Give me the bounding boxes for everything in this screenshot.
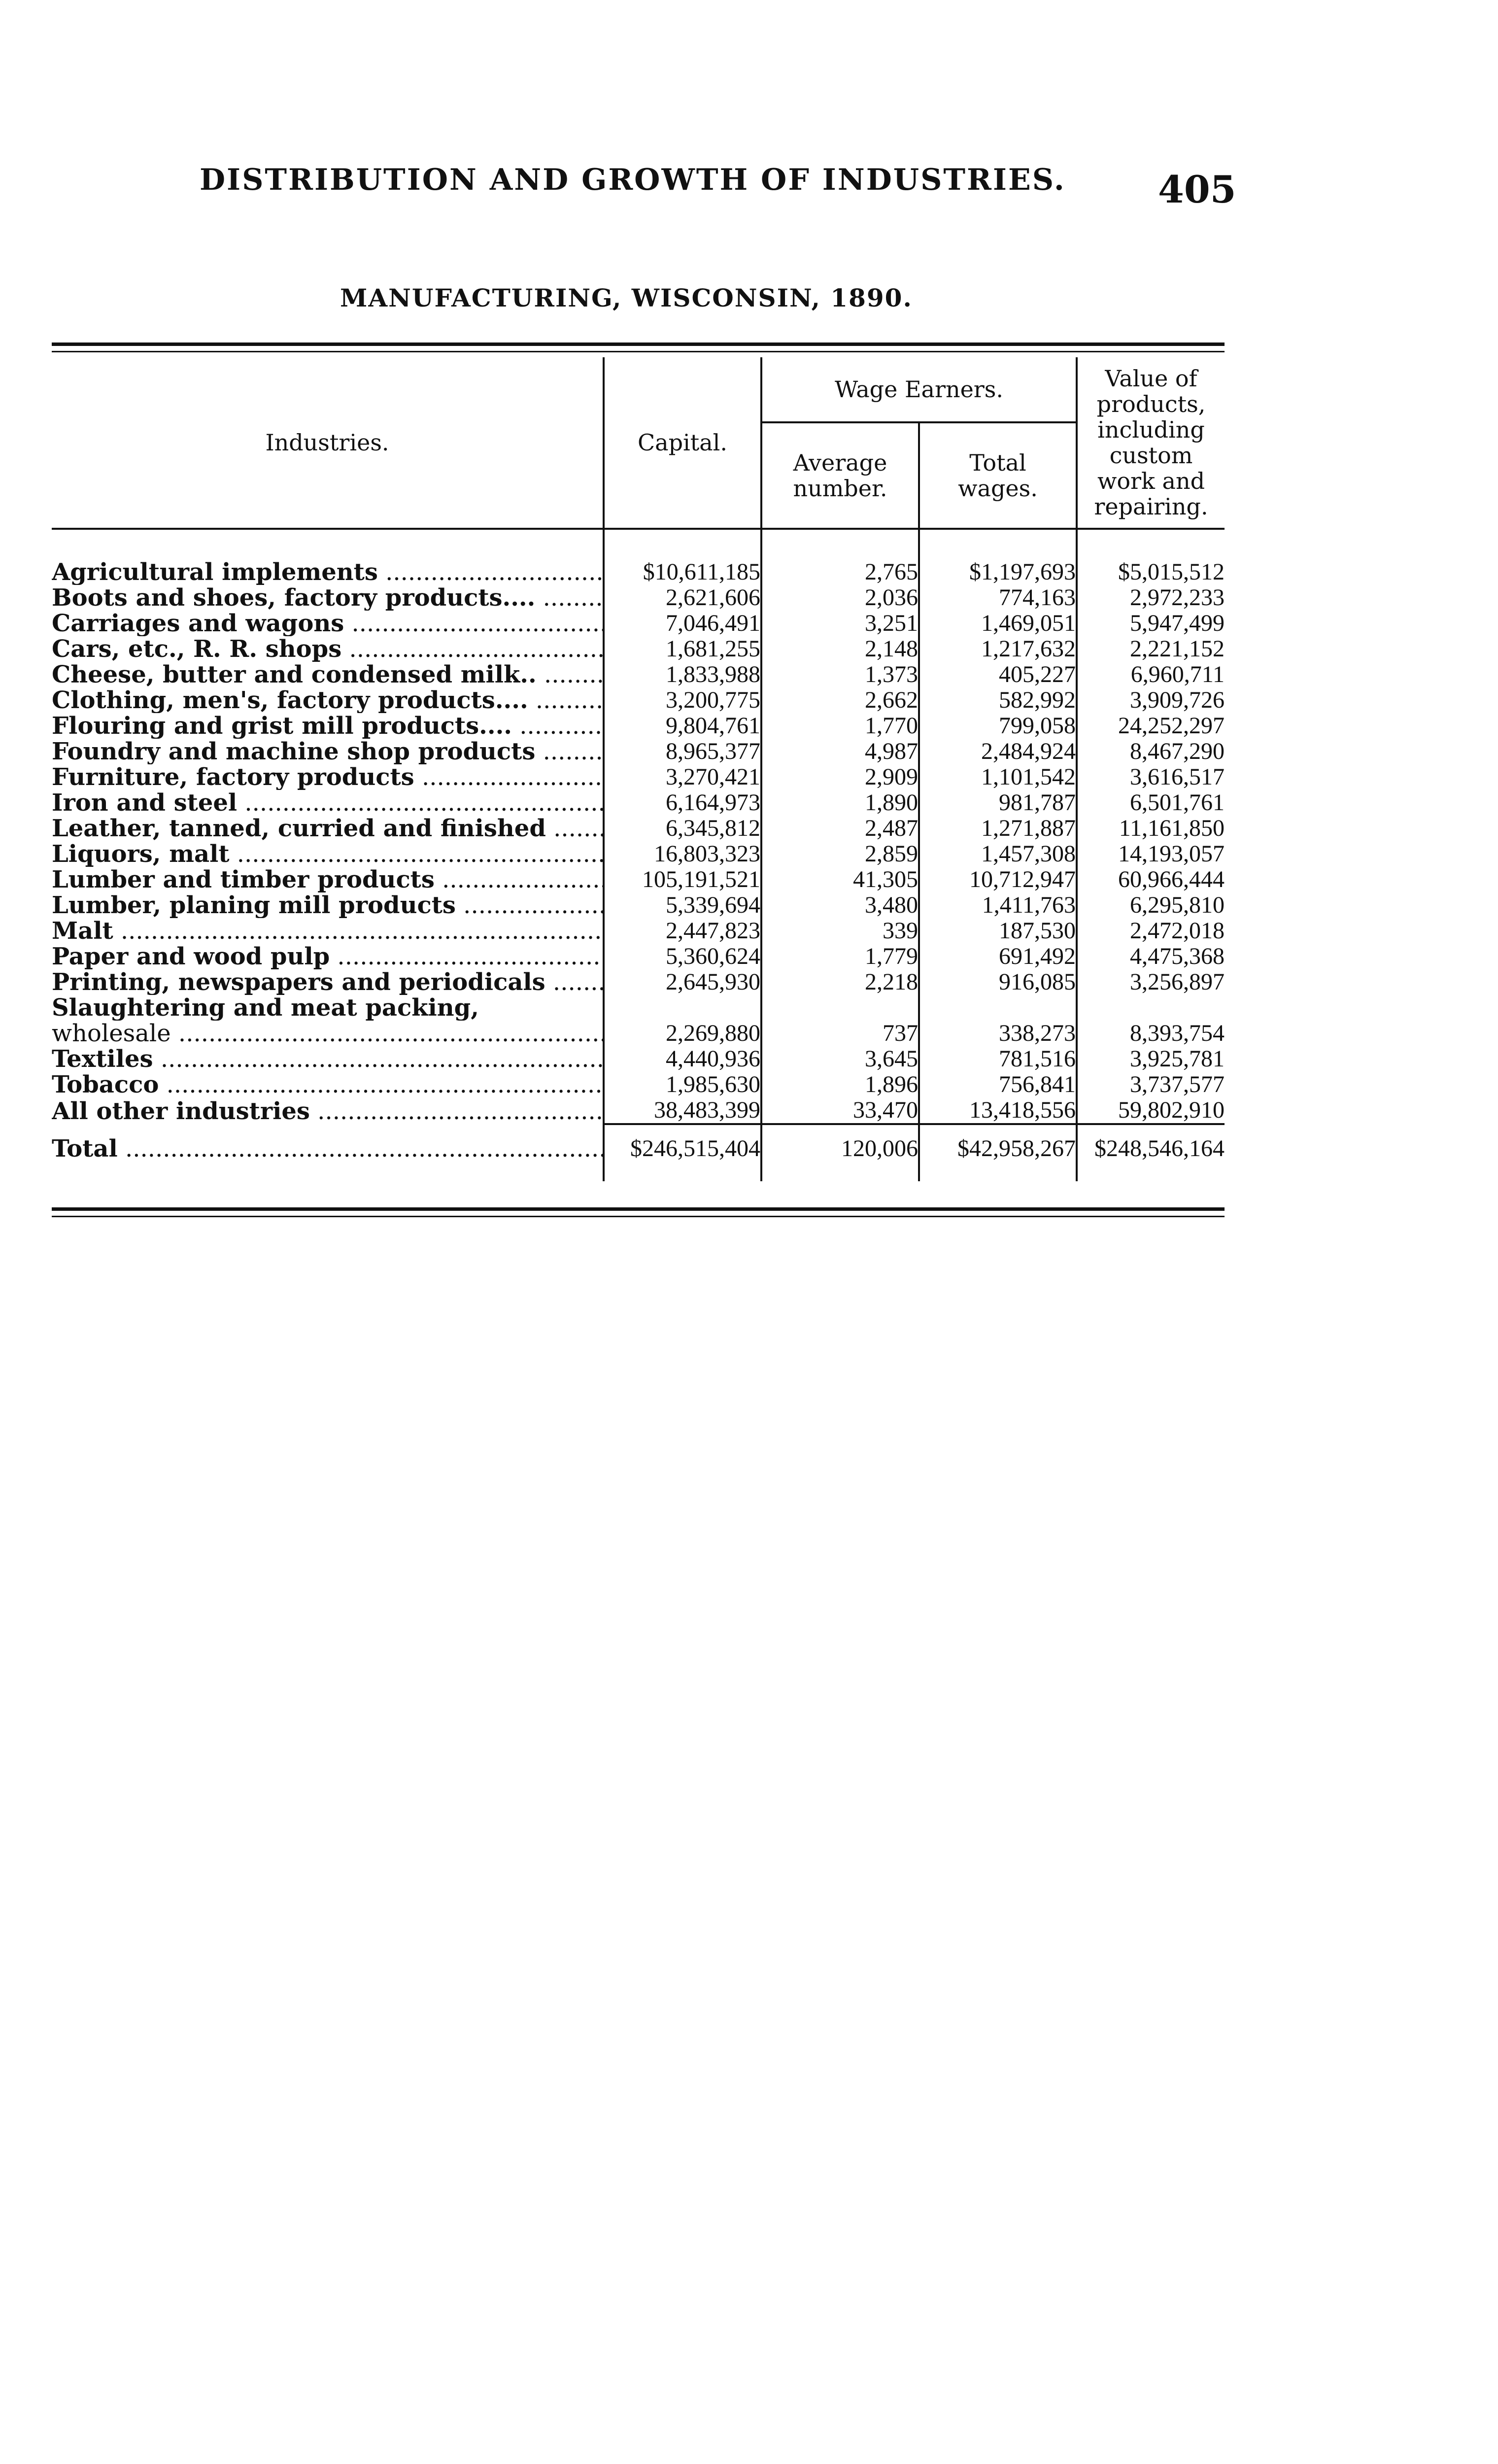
industry-name: wholesale ..... <box>52 1021 604 1046</box>
industry-name: Tobacco ..... <box>52 1072 604 1097</box>
total-row <box>52 1124 1225 1162</box>
industry-name: Malt ..... <box>52 918 604 944</box>
industry-name: Carriages and wagons ..... <box>52 611 604 636</box>
total-wages-cell: 916,085 <box>919 969 1077 995</box>
industry-name: Furniture, factory products ..... <box>52 764 604 790</box>
capital-cell: 2,447,823 <box>604 918 761 944</box>
total-wages-cell: 1,271,887 <box>919 816 1077 841</box>
capital-cell: 6,345,812 <box>604 816 761 841</box>
capital-cell: 7,046,491 <box>604 611 761 636</box>
industry-name: Lumber and timber products ..... <box>52 867 604 892</box>
total-wages-cell: 1,469,051 <box>919 611 1077 636</box>
total-wages-cell: 338,273 <box>919 1021 1077 1046</box>
capital-cell: 4,440,936 <box>604 1046 761 1072</box>
capital-cell: 3,200,775 <box>604 687 761 713</box>
value-cell: 4,475,368 <box>1077 944 1225 969</box>
industry-name: Lumber, planing mill products ..... <box>52 892 604 918</box>
total-average-number: 120,006 <box>761 1124 919 1162</box>
value-cell: $5,015,512 <box>1077 559 1225 585</box>
total-wages-cell: 691,492 <box>919 944 1077 969</box>
average-number-cell: 33,470 <box>761 1097 919 1124</box>
table-row <box>52 585 1225 611</box>
col-header-value-of-products: Value of products, including custom work and repairing. <box>1077 357 1225 529</box>
table-row <box>52 969 1225 995</box>
average-number-cell: 1,896 <box>761 1072 919 1097</box>
average-number-cell: 4,987 <box>761 739 919 764</box>
total-wages-cell: 981,787 <box>919 790 1077 816</box>
industry-name: Printing, newspapers and periodicals ..... <box>52 969 604 995</box>
manufacturing-table <box>52 357 1225 1181</box>
table-row <box>52 764 1225 790</box>
average-number-cell: 2,218 <box>761 969 919 995</box>
value-cell: 5,947,499 <box>1077 611 1225 636</box>
table-row <box>52 841 1225 867</box>
average-number-cell: 3,480 <box>761 892 919 918</box>
average-number-cell: 1,770 <box>761 713 919 739</box>
average-number-cell: 2,148 <box>761 636 919 662</box>
capital-cell: 6,164,973 <box>604 790 761 816</box>
average-number-cell: 1,779 <box>761 944 919 969</box>
value-cell: 8,393,754 <box>1077 1021 1225 1046</box>
col-header-industries: Industries. <box>52 357 604 529</box>
industry-name: Paper and wood pulp ..... <box>52 944 604 969</box>
value-cell: 3,256,897 <box>1077 969 1225 995</box>
total-wages-cell: 1,411,763 <box>919 892 1077 918</box>
col-header-total-wages: Total wages. <box>919 422 1077 529</box>
average-number-cell: 2,487 <box>761 816 919 841</box>
industry-name: Iron and steel ..... <box>52 790 604 816</box>
col-header-wage-earners: Wage Earners. <box>761 357 1077 422</box>
capital-cell: 2,269,880 <box>604 1021 761 1046</box>
total-wages-cell: 187,530 <box>919 918 1077 944</box>
table-row <box>52 944 1225 969</box>
table-row <box>52 1021 1225 1046</box>
average-number-cell: 1,890 <box>761 790 919 816</box>
value-cell: 3,616,517 <box>1077 764 1225 790</box>
total-wages-cell: 1,217,632 <box>919 636 1077 662</box>
average-number-cell: 2,036 <box>761 585 919 611</box>
industry-name: Agricultural implements ..... <box>52 559 604 585</box>
total-wages-cell: 774,163 <box>919 585 1077 611</box>
capital-cell: 1,681,255 <box>604 636 761 662</box>
table-row <box>52 892 1225 918</box>
value-cell: 3,909,726 <box>1077 687 1225 713</box>
value-cell: 59,802,910 <box>1077 1097 1225 1124</box>
total-wages-cell: 2,484,924 <box>919 739 1077 764</box>
table-row <box>52 559 1225 585</box>
capital-cell: 5,339,694 <box>604 892 761 918</box>
table-row <box>52 816 1225 841</box>
total-wages-cell: 1,457,308 <box>919 841 1077 867</box>
total-wages-cell: 799,058 <box>919 713 1077 739</box>
capital-cell: $10,611,185 <box>604 559 761 585</box>
total-label: Total ..... <box>52 1124 604 1162</box>
value-cell: 3,737,577 <box>1077 1072 1225 1097</box>
average-number-cell: 3,251 <box>761 611 919 636</box>
industry-name: Leather, tanned, curried and finished ..... <box>52 816 604 841</box>
average-number-cell: 2,859 <box>761 841 919 867</box>
total-wages-cell: 1,101,542 <box>919 764 1077 790</box>
average-number-cell: 41,305 <box>761 867 919 892</box>
average-number-cell: 2,909 <box>761 764 919 790</box>
average-number-cell: 1,373 <box>761 662 919 687</box>
capital-cell: 1,833,988 <box>604 662 761 687</box>
capital-cell: 8,965,377 <box>604 739 761 764</box>
industry-name: Textiles ..... <box>52 1046 604 1072</box>
value-cell: 60,966,444 <box>1077 867 1225 892</box>
capital-cell: 105,191,521 <box>604 867 761 892</box>
average-number-cell: 339 <box>761 918 919 944</box>
page-number: 405 <box>1158 168 1236 211</box>
capital-cell: 3,270,421 <box>604 764 761 790</box>
capital-cell: 2,645,930 <box>604 969 761 995</box>
industry-name: Flouring and grist mill products.... ..... <box>52 713 604 739</box>
table-row <box>52 687 1225 713</box>
value-cell: 8,467,290 <box>1077 739 1225 764</box>
total-wages: $42,958,267 <box>919 1124 1077 1162</box>
top-double-rule-thin <box>52 351 1225 352</box>
total-wages-cell: 781,516 <box>919 1046 1077 1072</box>
average-number-cell: 3,645 <box>761 1046 919 1072</box>
value-cell: 24,252,297 <box>1077 713 1225 739</box>
data-table <box>52 357 1225 1181</box>
table-title: MANUFACTURING, WISCONSIN, 1890. <box>340 283 913 312</box>
bottom-double-rule-thick <box>52 1207 1225 1211</box>
value-cell: 6,501,761 <box>1077 790 1225 816</box>
capital-cell: 5,360,624 <box>604 944 761 969</box>
capital-cell: 9,804,761 <box>604 713 761 739</box>
table-row <box>52 918 1225 944</box>
table-row <box>52 611 1225 636</box>
value-cell: 14,193,057 <box>1077 841 1225 867</box>
col-header-average-number: Average number. <box>761 422 919 529</box>
table-row <box>52 713 1225 739</box>
total-value: $248,546,164 <box>1077 1124 1225 1162</box>
table-row <box>52 1046 1225 1072</box>
total-wages-cell: $1,197,693 <box>919 559 1077 585</box>
industry-name: Boots and shoes, factory products.... ..... <box>52 585 604 611</box>
industry-name: Cheese, butter and condensed milk.. ..... <box>52 662 604 687</box>
capital-cell: 16,803,323 <box>604 841 761 867</box>
industry-name: Slaughtering and meat packing, <box>52 995 479 1021</box>
total-wages-cell: 582,992 <box>919 687 1077 713</box>
running-head: DISTRIBUTION AND GROWTH OF INDUSTRIES. <box>200 163 1066 197</box>
table-row <box>52 739 1225 764</box>
value-cell: 3,925,781 <box>1077 1046 1225 1072</box>
value-cell: 11,161,850 <box>1077 816 1225 841</box>
table-row <box>52 790 1225 816</box>
table-row <box>52 995 1225 1021</box>
top-double-rule-thick <box>52 342 1225 346</box>
capital-cell: 38,483,399 <box>604 1097 761 1124</box>
average-number-cell: 2,765 <box>761 559 919 585</box>
total-capital: $246,515,404 <box>604 1124 761 1162</box>
value-cell: 2,972,233 <box>1077 585 1225 611</box>
value-cell: 6,295,810 <box>1077 892 1225 918</box>
total-wages-cell: 13,418,556 <box>919 1097 1077 1124</box>
table-row <box>52 636 1225 662</box>
value-cell: 6,960,711 <box>1077 662 1225 687</box>
industry-name: Foundry and machine shop products ..... <box>52 739 604 764</box>
value-cell: 2,221,152 <box>1077 636 1225 662</box>
value-cell: 2,472,018 <box>1077 918 1225 944</box>
col-header-capital: Capital. <box>604 357 761 529</box>
table-row <box>52 867 1225 892</box>
industry-name: Clothing, men's, factory products.... ..... <box>52 687 604 713</box>
industry-name: Cars, etc., R. R. shops ..... <box>52 636 604 662</box>
average-number-cell: 737 <box>761 1021 919 1046</box>
table-row <box>52 1097 1225 1124</box>
capital-cell: 2,621,606 <box>604 585 761 611</box>
total-wages-cell: 10,712,947 <box>919 867 1077 892</box>
bottom-double-rule-thin <box>52 1216 1225 1217</box>
total-wages-cell: 405,227 <box>919 662 1077 687</box>
average-number-cell: 2,662 <box>761 687 919 713</box>
industry-name: All other industries ..... <box>52 1097 604 1124</box>
total-wages-cell: 756,841 <box>919 1072 1077 1097</box>
industry-name: Liquors, malt ..... <box>52 841 604 867</box>
table-row <box>52 1072 1225 1097</box>
table-row <box>52 662 1225 687</box>
capital-cell: 1,985,630 <box>604 1072 761 1097</box>
